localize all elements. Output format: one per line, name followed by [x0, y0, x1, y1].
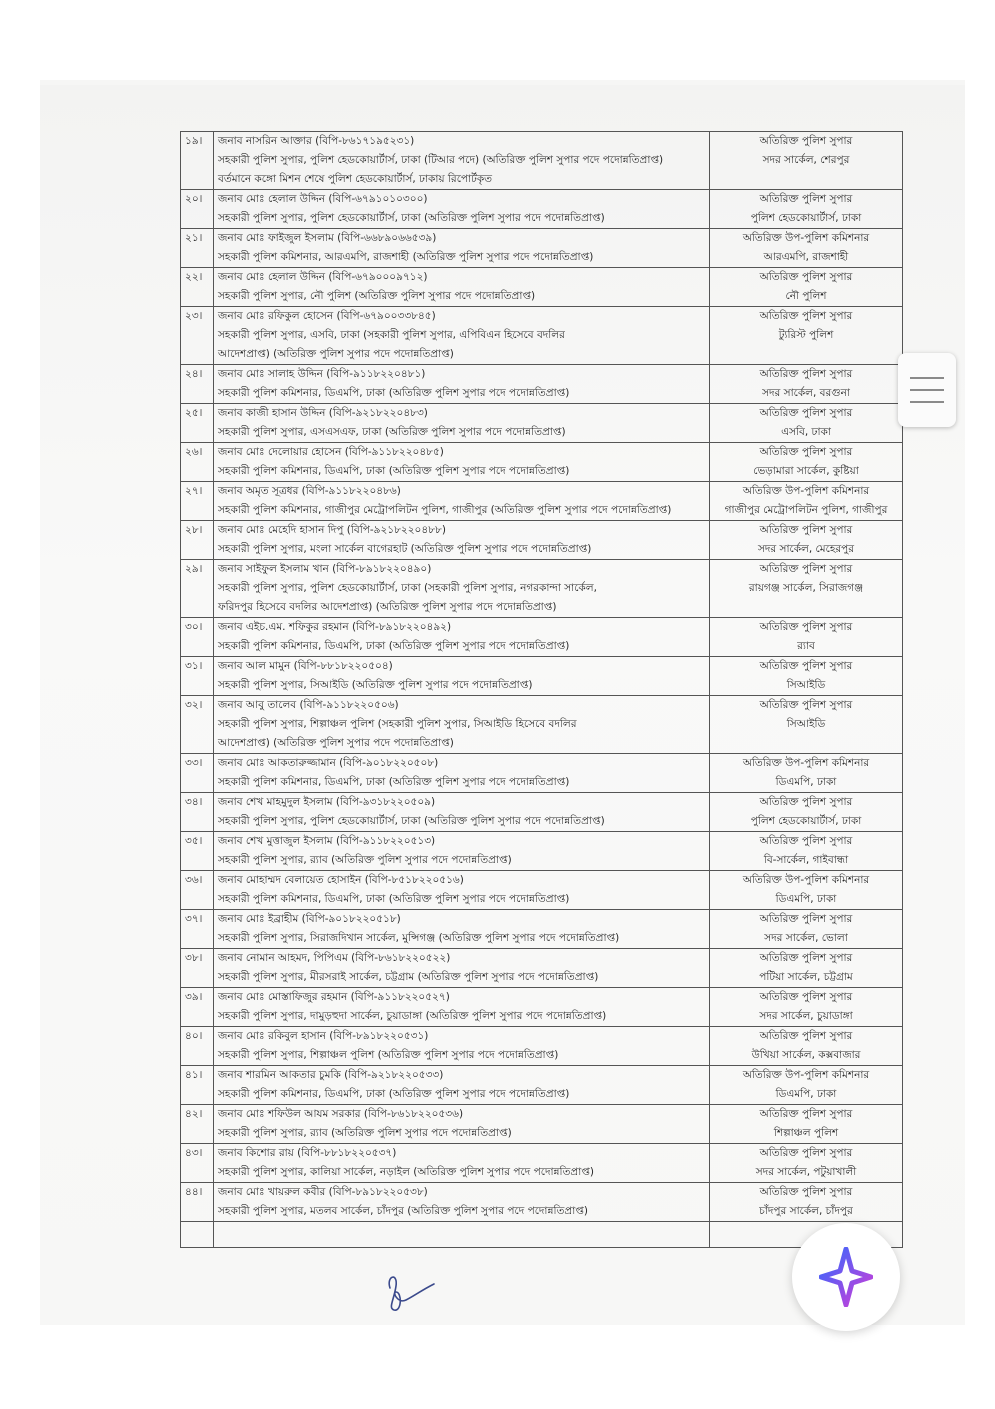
- serial-number: ২৫।: [181, 404, 214, 443]
- officer-current-post: সহকারী পুলিশ কমিশনার, ডিএমপি, ঢাকা (অতিরিক্ত পুলিশ সুপার পদে পদোন্নতিপ্রাপ্ত): [218, 387, 570, 399]
- table-row: [181, 618, 903, 657]
- serial-number: ৪২।: [181, 1105, 214, 1144]
- officer-current-post: সহকারী পুলিশ সুপার, র‍্যাব (অতিরিক্ত পুলিশ সুপার পদে পদোন্নতিপ্রাপ্ত): [218, 854, 512, 866]
- new-posting: [710, 754, 903, 793]
- posting-rank: অতিরিক্ত পুলিশ সুপার: [759, 563, 853, 575]
- table-row: [181, 949, 903, 988]
- officer-details: [214, 1144, 710, 1183]
- posting-location: পুলিশ হেডকোয়ার্টার্স, ঢাকা: [750, 815, 862, 827]
- officer-current-post: সহকারী পুলিশ কমিশনার, ডিএমপি, ঢাকা (অতিরিক্ত পুলিশ সুপার পদে পদোন্নতিপ্রাপ্ত): [218, 640, 570, 652]
- new-posting: [710, 132, 903, 190]
- posting-rank: অতিরিক্ত পুলিশ সুপার: [759, 699, 853, 711]
- officer-current-post: সহকারী পুলিশ সুপার, সিআইডি (অতিরিক্ত পুলিশ সুপার পদে পদোন্নতিপ্রাপ্ত): [218, 679, 533, 691]
- table-row: [181, 132, 903, 190]
- serial-number: ৩১।: [181, 657, 214, 696]
- serial-number: ২০।: [181, 190, 214, 229]
- table-row: [181, 1027, 903, 1066]
- menu-bar-icon: [910, 377, 944, 379]
- officer-name: জনাব কিশোর রায় (বিপি-৮৮১৮২২০৫৩৭): [218, 1147, 397, 1159]
- officer-name: জনাব মোঃ ইব্রাহীম (বিপি-৯০১৮২২০৫১৮): [218, 913, 401, 925]
- serial-number: ২৩।: [181, 307, 214, 365]
- menu-bar-icon: [910, 389, 944, 391]
- officer-current-post: সহকারী পুলিশ সুপার, মতলব সার্কেল, চাঁদপুর (অতিরিক্ত পুলিশ সুপার পদে পদোন্নতিপ্রাপ্ত): [218, 1205, 588, 1217]
- officer-details: [214, 832, 710, 871]
- posting-rank: অতিরিক্ত পুলিশ সুপার: [759, 1186, 853, 1198]
- officer-current-post: সহকারী পুলিশ কমিশনার, ডিএমপি, ঢাকা (অতিরিক্ত পুলিশ সুপার পদে পদোন্নতিপ্রাপ্ত): [218, 776, 570, 788]
- posting-location: ডিএমপি, ঢাকা: [775, 1088, 837, 1100]
- posting-rank: অতিরিক্ত পুলিশ সুপার: [759, 271, 853, 283]
- serial-number: ৩৬।: [181, 871, 214, 910]
- table-row: [181, 696, 903, 754]
- table-row: [181, 521, 903, 560]
- officer-name: জনাব অমৃত সূত্রধর (বিপি-৯১১৮২২০৪৮৬): [218, 485, 401, 497]
- officer-details: [214, 871, 710, 910]
- table-row: [181, 1183, 903, 1222]
- posting-rank: অতিরিক্ত পুলিশ সুপার: [759, 407, 853, 419]
- officer-name: জনাব মোঃ রকিবুল হাসান (বিপি-৮৯১৮২২০৫৩১): [218, 1030, 429, 1042]
- new-posting: [710, 1105, 903, 1144]
- posting-location: আরএমপি, রাজশাহী: [763, 251, 849, 263]
- officer-current-post: সহকারী পুলিশ সুপার, পুলিশ হেডকোয়ার্টার্স, ঢাকা (টিআর পদে) (অতিরিক্ত পুলিশ সুপার পদে পদোন্নতিপ্রাপ্ত): [218, 154, 664, 166]
- officer-name: জনাব মোহাম্মদ বেলায়েত হোসাইন (বিপি-৮৫১৮২২০৫১৬): [218, 874, 464, 886]
- posting-location: সিআইডি: [786, 718, 826, 730]
- officer-details: [214, 229, 710, 268]
- table-row: [181, 365, 903, 404]
- posting-rank: অতিরিক্ত উপ-পুলিশ কমিশনার: [742, 874, 870, 886]
- officer-details: [214, 521, 710, 560]
- new-posting: [710, 832, 903, 871]
- new-posting: [710, 949, 903, 988]
- table-row: [181, 832, 903, 871]
- officer-name: জনাব মোঃ ফাইজুল ইসলাম (বিপি-৬৬৮৯০৬৬৫৩৯): [218, 232, 437, 244]
- posting-rank: অতিরিক্ত উপ-পুলিশ কমিশনার: [742, 1069, 870, 1081]
- posting-location: চাঁদপুর সার্কেল, চাঁদপুর: [759, 1205, 853, 1217]
- officer-current-post: সহকারী পুলিশ সুপার, শিল্পাঞ্চল পুলিশ (সহকারী পুলিশ সুপার, সিআইডি হিসেবে বদলির: [218, 718, 577, 730]
- serial-number: ৩০।: [181, 618, 214, 657]
- new-posting: [710, 988, 903, 1027]
- posting-rank: অতিরিক্ত পুলিশ সুপার: [759, 1108, 853, 1120]
- officer-current-post: সহকারী পুলিশ সুপার, এসবি, ঢাকা (সহকারী পুলিশ সুপার, এপিবিএন হিসেবে বদলির: [218, 329, 565, 341]
- sparkle-star-icon: [819, 1247, 873, 1307]
- officer-name: জনাব নোমান আহমদ, পিপিএম (বিপি-৮৬১৮২২০৫২২): [218, 952, 451, 964]
- serial-number: ৪৩।: [181, 1144, 214, 1183]
- officer-current-post: ফরিদপুর হিসেবে বদলির আদেশপ্রাপ্ত) (অতিরিক্ত পুলিশ সুপার পদে পদোন্নতিপ্রাপ্ত): [218, 601, 557, 613]
- officer-name: জনাব মোঃ আকতারুজ্জামান (বিপি-৯০১৮২২০৫০৮): [218, 757, 439, 769]
- serial-number: ৩৯।: [181, 988, 214, 1027]
- new-posting: [710, 618, 903, 657]
- officer-name: জনাব শেখ মুত্তাজুল ইসলাম (বিপি-৯১১৮২২০৫১৩): [218, 835, 436, 847]
- posting-location: এসবি, ঢাকা: [781, 426, 831, 438]
- officer-name: জনাব মোঃ মোস্তাফিজুর রহমান (বিপি-৯১১৮২২০৫২৭): [218, 991, 450, 1003]
- officer-details: [214, 404, 710, 443]
- officer-name: জনাব আবু তালেব (বিপি-৯১১৮২২০৫০৬): [218, 699, 399, 711]
- posting-location: ডিএমপি, ঢাকা: [775, 893, 837, 905]
- posting-rank: অতিরিক্ত উপ-পুলিশ কমিশনার: [742, 232, 870, 244]
- table-row: [181, 560, 903, 618]
- new-posting: [710, 910, 903, 949]
- hamburger-menu-button[interactable]: [898, 353, 956, 427]
- serial-number: ২৬।: [181, 443, 214, 482]
- table-row: [181, 307, 903, 365]
- serial-number: ৪১।: [181, 1066, 214, 1105]
- posting-order-table: [180, 131, 903, 1248]
- new-posting: [710, 696, 903, 754]
- table-row: [181, 871, 903, 910]
- empty-cell: [181, 1222, 214, 1248]
- officer-current-post: সহকারী পুলিশ সুপার, মীরসরাই সার্কেল, চট্টগ্রাম (অতিরিক্ত পুলিশ সুপার পদে পদোন্নতিপ্রাপ্ত): [218, 971, 599, 983]
- posting-rank: অতিরিক্ত পুলিশ সুপার: [759, 796, 853, 808]
- posting-location: পটিয়া সার্কেল, চট্টগ্রাম: [759, 971, 853, 983]
- officer-details: [214, 365, 710, 404]
- officer-name: জনাব মোঃ দেলোয়ার হোসেন (বিপি-৯১১৮২২০৪৮৫): [218, 446, 444, 458]
- posting-rank: অতিরিক্ত পুলিশ সুপার: [759, 1030, 853, 1042]
- officer-current-post: আদেশপ্রাপ্ত) (অতিরিক্ত পুলিশ সুপার পদে পদোন্নতিপ্রাপ্ত): [218, 348, 454, 360]
- table-row: [181, 443, 903, 482]
- new-posting: [710, 871, 903, 910]
- posting-location: নৌ পুলিশ: [785, 290, 827, 302]
- table-row: [181, 229, 903, 268]
- posting-location: বি-সার্কেল, গাইবান্ধা: [763, 854, 849, 866]
- posting-location: সদর সার্কেল, বরগুনা: [762, 387, 850, 399]
- posting-rank: অতিরিক্ত পুলিশ সুপার: [759, 368, 853, 380]
- officer-current-post: সহকারী পুলিশ কমিশনার, গাজীপুর মেট্রোপলিটন পুলিশ, গাজীপুর (অতিরিক্ত পুলিশ সুপার পদে পদোন্নতিপ্রাপ্ত): [218, 504, 672, 516]
- serial-number: ২২।: [181, 268, 214, 307]
- posting-rank: অতিরিক্ত পুলিশ সুপার: [759, 446, 853, 458]
- officer-details: [214, 657, 710, 696]
- officer-current-post: সহকারী পুলিশ সুপার, কালিয়া সার্কেল, নড়াইল (অতিরিক্ত পুলিশ সুপার পদে পদোন্নতিপ্রাপ্ত): [218, 1166, 594, 1178]
- new-posting: [710, 1027, 903, 1066]
- officer-current-post: সহকারী পুলিশ সুপার, মংলা সার্কেল বাগেরহাট (অতিরিক্ত পুলিশ সুপার পদে পদোন্নতিপ্রাপ্ত): [218, 543, 592, 555]
- serial-number: ৪০।: [181, 1027, 214, 1066]
- serial-number: ৩২।: [181, 696, 214, 754]
- posting-rank: অতিরিক্ত উপ-পুলিশ কমিশনার: [742, 757, 870, 769]
- serial-number: ৪৪।: [181, 1183, 214, 1222]
- posting-location: শিল্পাঞ্চল পুলিশ: [773, 1127, 839, 1139]
- new-posting: [710, 560, 903, 618]
- posting-rank: অতিরিক্ত পুলিশ সুপার: [759, 621, 853, 633]
- officer-current-post: সহকারী পুলিশ সুপার, নৌ পুলিশ (অতিরিক্ত পুলিশ সুপার পদে পদোন্নতিপ্রাপ্ত): [218, 290, 536, 302]
- officer-name: জনাব সাইফুল ইসলাম খান (বিপি-৮৯১৮২২০৪৯০): [218, 563, 432, 575]
- new-posting: [710, 482, 903, 521]
- officer-details: [214, 560, 710, 618]
- officer-current-post: সহকারী পুলিশ সুপার, র‍্যাব (অতিরিক্ত পুলিশ সুপার পদে পদোন্নতিপ্রাপ্ত): [218, 1127, 512, 1139]
- officer-current-post: সহকারী পুলিশ সুপার, পুলিশ হেডকোয়ার্টার্স, ঢাকা (অতিরিক্ত পুলিশ সুপার পদে পদোন্নতিপ্রাপ্ত): [218, 212, 605, 224]
- posting-rank: অতিরিক্ত উপ-পুলিশ কমিশনার: [742, 485, 870, 497]
- officer-name: জনাব শারমিন আকতার চুমকি (বিপি-৯২১৮২২০৫৩৩): [218, 1069, 444, 1081]
- officer-name: জনাব মোঃ হেলাল উদ্দিন (বিপি-৬৭৯০০০৯৭১২): [218, 271, 428, 283]
- officer-current-post: সহকারী পুলিশ সুপার, এসএসএফ, ঢাকা (অতিরিক্ত পুলিশ সুপার পদে পদোন্নতিপ্রাপ্ত): [218, 426, 566, 438]
- officer-current-post: সহকারী পুলিশ কমিশনার, আরএমপি, রাজশাহী (অতিরিক্ত পুলিশ সুপার পদে পদোন্নতিপ্রাপ্ত): [218, 251, 594, 263]
- posting-location: পুলিশ হেডকোয়ার্টার্স, ঢাকা: [750, 212, 862, 224]
- officer-current-post: সহকারী পুলিশ কমিশনার, ডিএমপি, ঢাকা (অতিরিক্ত পুলিশ সুপার পদে পদোন্নতিপ্রাপ্ত): [218, 465, 570, 477]
- new-posting: [710, 307, 903, 365]
- officer-details: [214, 482, 710, 521]
- posting-rank: অতিরিক্ত পুলিশ সুপার: [759, 952, 853, 964]
- new-posting: [710, 365, 903, 404]
- officer-details: [214, 1027, 710, 1066]
- new-posting: [710, 229, 903, 268]
- officer-current-post: সহকারী পুলিশ সুপার, দামুড়হুদা সার্কেল, চুয়াডাঙ্গা (অতিরিক্ত পুলিশ সুপার পদে পদোন্নতিপ্রাপ্ত): [218, 1010, 607, 1022]
- officer-name: জনাব মোঃ খায়রুল কবীর (বিপি-৮৯১৮২২০৫৩৮): [218, 1186, 428, 1198]
- officer-name: জনাব মোঃ রফিকুল হোসেন (বিপি-৬৭৯০০৩৩৮৪৫): [218, 310, 436, 322]
- table-row: [181, 1066, 903, 1105]
- new-posting: [710, 1144, 903, 1183]
- posting-location: সদর সার্কেল, শেরপুর: [762, 154, 850, 166]
- table-row: [181, 793, 903, 832]
- officer-details: [214, 132, 710, 190]
- new-posting: [710, 268, 903, 307]
- officer-name: জনাব মোঃ শফিউল আযম সরকার (বিপি-৮৬১৮২২০৫৩৬): [218, 1108, 464, 1120]
- serial-number: ৩৪।: [181, 793, 214, 832]
- table-row: [181, 1105, 903, 1144]
- officer-name: জনাব শেখ মাহমুদুল ইসলাম (বিপি-৯৩১৮২২০৫০৯): [218, 796, 436, 808]
- officer-name: জনাব এইচ.এম. শফিকুর রহমান (বিপি-৮৯১৮২২০৪৯২): [218, 621, 452, 633]
- table-row: [181, 268, 903, 307]
- serial-number: ২১।: [181, 229, 214, 268]
- officer-name: জনাব আল মামুন (বিপি-৮৮১৮২২০৫০৪): [218, 660, 393, 672]
- officer-details: [214, 754, 710, 793]
- officer-name: জনাব মোঃ হেলাল উদ্দিন (বিপি-৬৭৯১০১০৩০০): [218, 193, 428, 205]
- empty-cell: [214, 1222, 710, 1248]
- posting-rank: অতিরিক্ত পুলিশ সুপার: [759, 660, 853, 672]
- posting-rank: অতিরিক্ত পুলিশ সুপার: [759, 135, 853, 147]
- serial-number: ২৪।: [181, 365, 214, 404]
- officer-current-post: বর্তমানে কঙ্গো মিশন শেষে পুলিশ হেডকোয়ার্টার্স, ঢাকায় রিপোর্টকৃত: [218, 173, 493, 185]
- new-posting: [710, 521, 903, 560]
- officer-details: [214, 307, 710, 365]
- table-row: [181, 1144, 903, 1183]
- new-posting: [710, 793, 903, 832]
- menu-bar-icon: [910, 401, 944, 403]
- posting-location: সদর সার্কেল, মেহেরপুর: [757, 543, 855, 555]
- serial-number: ২৯।: [181, 560, 214, 618]
- posting-location: রায়গঞ্জ সার্কেল, সিরাজগঞ্জ: [748, 582, 864, 594]
- new-posting: [710, 190, 903, 229]
- officer-details: [214, 1105, 710, 1144]
- serial-number: ২৮।: [181, 521, 214, 560]
- posting-location: ভেড়ামারা সার্কেল, কুষ্টিয়া: [753, 465, 859, 477]
- table-row: [181, 190, 903, 229]
- officer-current-post: সহকারী পুলিশ সুপার, শিল্পাঞ্চল পুলিশ (অতিরিক্ত পুলিশ সুপার পদে পদোন্নতিপ্রাপ্ত): [218, 1049, 559, 1061]
- officer-current-post: সহকারী পুলিশ সুপার, পুলিশ হেডকোয়ার্টার্স, ঢাকা (অতিরিক্ত পুলিশ সুপার পদে পদোন্নতিপ্রাপ্ত): [218, 815, 605, 827]
- officer-details: [214, 618, 710, 657]
- posting-location: সদর সার্কেল, চুয়াডাঙ্গা: [759, 1010, 853, 1022]
- posting-location: সদর সার্কেল, পটুয়াখালী: [755, 1166, 857, 1178]
- table-row: [181, 482, 903, 521]
- posting-location: ডিএমপি, ঢাকা: [775, 776, 837, 788]
- serial-number: ৩৩।: [181, 754, 214, 793]
- new-posting: [710, 1183, 903, 1222]
- officer-name: জনাব মোঃ মেহেদি হাসান দিপু (বিপি-৯২১৮২২০৪৮৮): [218, 524, 446, 536]
- posting-rank: অতিরিক্ত পুলিশ সুপার: [759, 524, 853, 536]
- officer-name: জনাব নাসরিন আক্তার (বিপি-৮৬১৭১৯৫২৩১): [218, 135, 415, 147]
- officer-current-post: সহকারী পুলিশ কমিশনার, ডিএমপি, ঢাকা (অতিরিক্ত পুলিশ সুপার পদে পদোন্নতিপ্রাপ্ত): [218, 1088, 570, 1100]
- posting-location: সদর সার্কেল, ভোলা: [764, 932, 848, 944]
- officer-current-post: সহকারী পুলিশ সুপার, সিরাজদিখান সার্কেল, মুন্সিগঞ্জ (অতিরিক্ত পুলিশ সুপার পদে পদোন্নতিপ্রাপ্ত): [218, 932, 620, 944]
- table-row-empty: [181, 1222, 903, 1248]
- table-row: [181, 404, 903, 443]
- posting-rank: অতিরিক্ত পুলিশ সুপার: [759, 913, 853, 925]
- posting-rank: অতিরিক্ত পুলিশ সুপার: [759, 193, 853, 205]
- posting-location: সিআইডি: [786, 679, 826, 691]
- assistant-button[interactable]: [792, 1223, 900, 1331]
- table-row: [181, 988, 903, 1027]
- officer-details: [214, 443, 710, 482]
- handwritten-signature: [382, 1270, 442, 1320]
- table-row: [181, 657, 903, 696]
- posting-location: গাজীপুর মেট্রোপলিটন পুলিশ, গাজীপুর: [724, 504, 888, 516]
- posting-location: ট্যুরিস্ট পুলিশ: [778, 329, 834, 341]
- table-row: [181, 754, 903, 793]
- officer-details: [214, 1066, 710, 1105]
- officer-current-post: সহকারী পুলিশ কমিশনার, ডিএমপি, ঢাকা (অতিরিক্ত পুলিশ সুপার পদে পদোন্নতিপ্রাপ্ত): [218, 893, 570, 905]
- posting-rank: অতিরিক্ত পুলিশ সুপার: [759, 1147, 853, 1159]
- new-posting: [710, 1066, 903, 1105]
- serial-number: ১৯।: [181, 132, 214, 190]
- posting-rank: অতিরিক্ত পুলিশ সুপার: [759, 835, 853, 847]
- officer-details: [214, 949, 710, 988]
- officer-details: [214, 988, 710, 1027]
- new-posting: [710, 404, 903, 443]
- posting-rank: অতিরিক্ত পুলিশ সুপার: [759, 310, 853, 322]
- new-posting: [710, 443, 903, 482]
- new-posting: [710, 657, 903, 696]
- officer-current-post: সহকারী পুলিশ সুপার, পুলিশ হেডকোয়ার্টার্স, ঢাকা (সহকারী পুলিশ সুপার, নগরকান্দা সার্কেল,: [218, 582, 597, 594]
- officer-current-post: আদেশপ্রাপ্ত) (অতিরিক্ত পুলিশ সুপার পদে পদোন্নতিপ্রাপ্ত): [218, 737, 454, 749]
- posting-rank: অতিরিক্ত পুলিশ সুপার: [759, 991, 853, 1003]
- officer-name: জনাব কাজী হাসান উদ্দিন (বিপি-৯২১৮২২০৪৮৩): [218, 407, 428, 419]
- serial-number: ৩৭।: [181, 910, 214, 949]
- officer-details: [214, 793, 710, 832]
- officer-details: [214, 1183, 710, 1222]
- officer-details: [214, 910, 710, 949]
- serial-number: ৩৫।: [181, 832, 214, 871]
- officer-name: জনাব মোঃ সালাহ উদ্দিন (বিপি-৯১১৮২২০৪৮১): [218, 368, 426, 380]
- posting-location: উখিয়া সার্কেল, কক্সবাজার: [751, 1049, 861, 1061]
- serial-number: ২৭।: [181, 482, 214, 521]
- officer-details: [214, 190, 710, 229]
- posting-location: র‍্যাব: [797, 640, 815, 652]
- table-row: [181, 910, 903, 949]
- officer-details: [214, 268, 710, 307]
- officer-details: [214, 696, 710, 754]
- serial-number: ৩৮।: [181, 949, 214, 988]
